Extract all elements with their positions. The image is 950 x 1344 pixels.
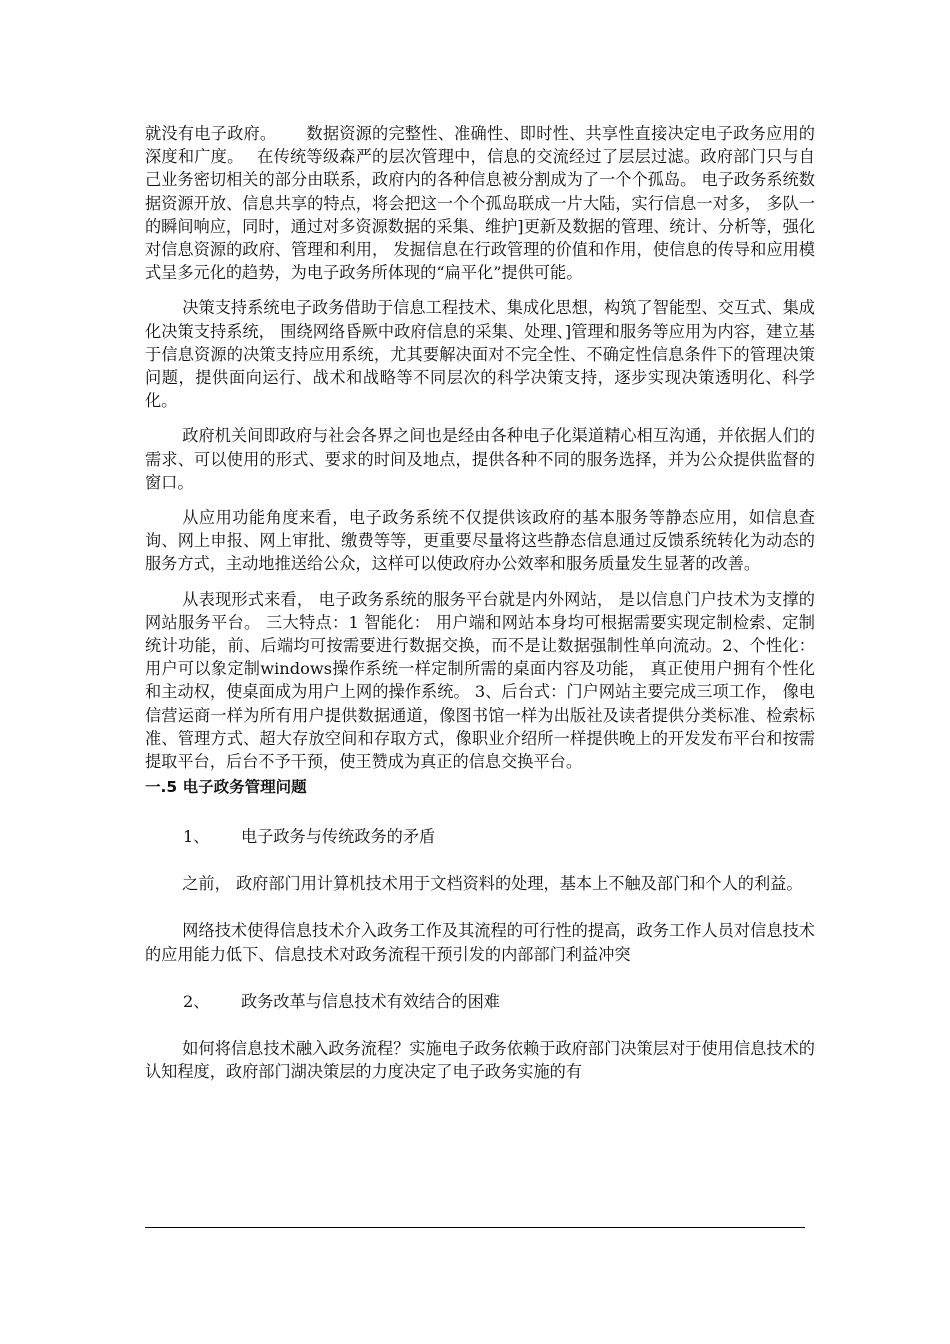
item-number: 2、 bbox=[183, 991, 210, 1011]
numbered-item-2 bbox=[145, 990, 815, 1013]
paragraph-communication: 政府机关间即政府与社会各界之间也是经由各种电子化渠道精心相互沟通，并依据人们的需求、可以使用的形式、要求的时间及地点，提供各种不同的服务选择，并为公众提供监督的窗口。 bbox=[145, 426, 815, 492]
item-number: 1、 bbox=[183, 827, 210, 847]
paragraph-item2-a: 如何将信息技术融入政务流程？实施电子政务依赖于政府部门决策层对于使用信息技术的认知程度，政府部门湖决策层的力度决定了电子政务实施的有 bbox=[145, 1038, 815, 1082]
section-heading: 一.5 电子政务管理问题 bbox=[145, 778, 307, 797]
paragraph-item1-a: 之前， 政府部门用计算机技术用于文档资料的处理，基本上不触及部门和个人的利益。 bbox=[182, 874, 803, 894]
paragraph-application-function: 从应用功能角度来看，电子政务系统不仅提供该政府的基本服务等静态应用，如信息查询、网上申报、网上审批、缴费等等，更重要尽量将这些静态信息通过反馈系统转化为动态的服务方式，主动地推送给公众，这样可以使政府办公效率和服务质量发生显著的改善。 bbox=[145, 508, 815, 574]
numbered-item-1 bbox=[145, 825, 815, 848]
item-title: 电子政务与传统政务的矛盾 bbox=[241, 827, 436, 847]
document-body bbox=[145, 122, 815, 1083]
paragraph-data-resources: 就没有电子政府。 数据资源的完整性、准确性、即时性、共享性直接决定电子政务应用的深度和广度。 在传统等级森严的层次管理中，信息的交流经过了层层过滤。政府部门只与自己业务密切相关的部分由联系，政府内的各种信息被分割成为了一个个孤岛。 电子政务系统数据资源开放、信息共享的特点，将会把这一个个孤岛联成一片大陆，实行信息一对多， 多队一的瞬间响应，同时，通过对多资源数据的采集、维护]更新及数据的管理、统计、分析等，强化对信息资源的政府、管理和利用， 发掘信息在行政管理的价值和作用，使信息的传导和应用模式呈多元化的趋势，为电子政务所体现的“扁平化”提供可能。 bbox=[145, 124, 815, 283]
item-title: 政务改革与信息技术有效结合的困难 bbox=[241, 991, 500, 1011]
paragraph-item1-b: 网络技术使得信息技术介入政务工作及其流程的可行性的提高，政务工作人员对信息技术的应用能力低下、信息技术对政务流程干预引发的内部部门利益冲突 bbox=[145, 921, 815, 964]
paragraph-decision-support: 决策支持系统电子政务借助于信息工程技术、集成化思想，构筑了智能型、交互式、集成化决策支持系统， 围绕网络昏厥中政府信息的采集、处理、]管理和服务等应用为内容，建立基于信息资源的决策支持应用系统，尤其要解决面对不完全性、不确定性信息条件下的管理决策问题，提供面向运行、战术和战略等不同层次的科学决策支持，逐步实现决策透明化、科学化。 bbox=[145, 298, 815, 411]
footer-divider bbox=[145, 1227, 805, 1228]
paragraph-presentation-form: 从表现形式来看， 电子政务系统的服务平台就是内外网站， 是以信息门户技术为支撑的网站服务平台。 三大特点：1 智能化： 用户端和网站本身均可根据需要实现定制检索、定制统计功能，前、后端均可按需要进行数据交换，而不是让数据强制性单向流动。2、个性化： 用户可以象定制windows操作系统一样定制所需的桌面内容及功能， 真正使用户拥有个性化和主动权，使桌面成为用户上网的操作系统。 3、后台式：门户网站主要完成三项工作， 像电信营运商一样为所有用户提供数据通道，像图书馆一样为出版社及读者提供分类标准、检索标准、管理方式、超大存放空间和存取方式，像职业介绍所一样提供晚上的开发发布平台和按需提取平台，后台不予干预，使王赞成为真正的信息交换平台。 bbox=[145, 589, 815, 772]
